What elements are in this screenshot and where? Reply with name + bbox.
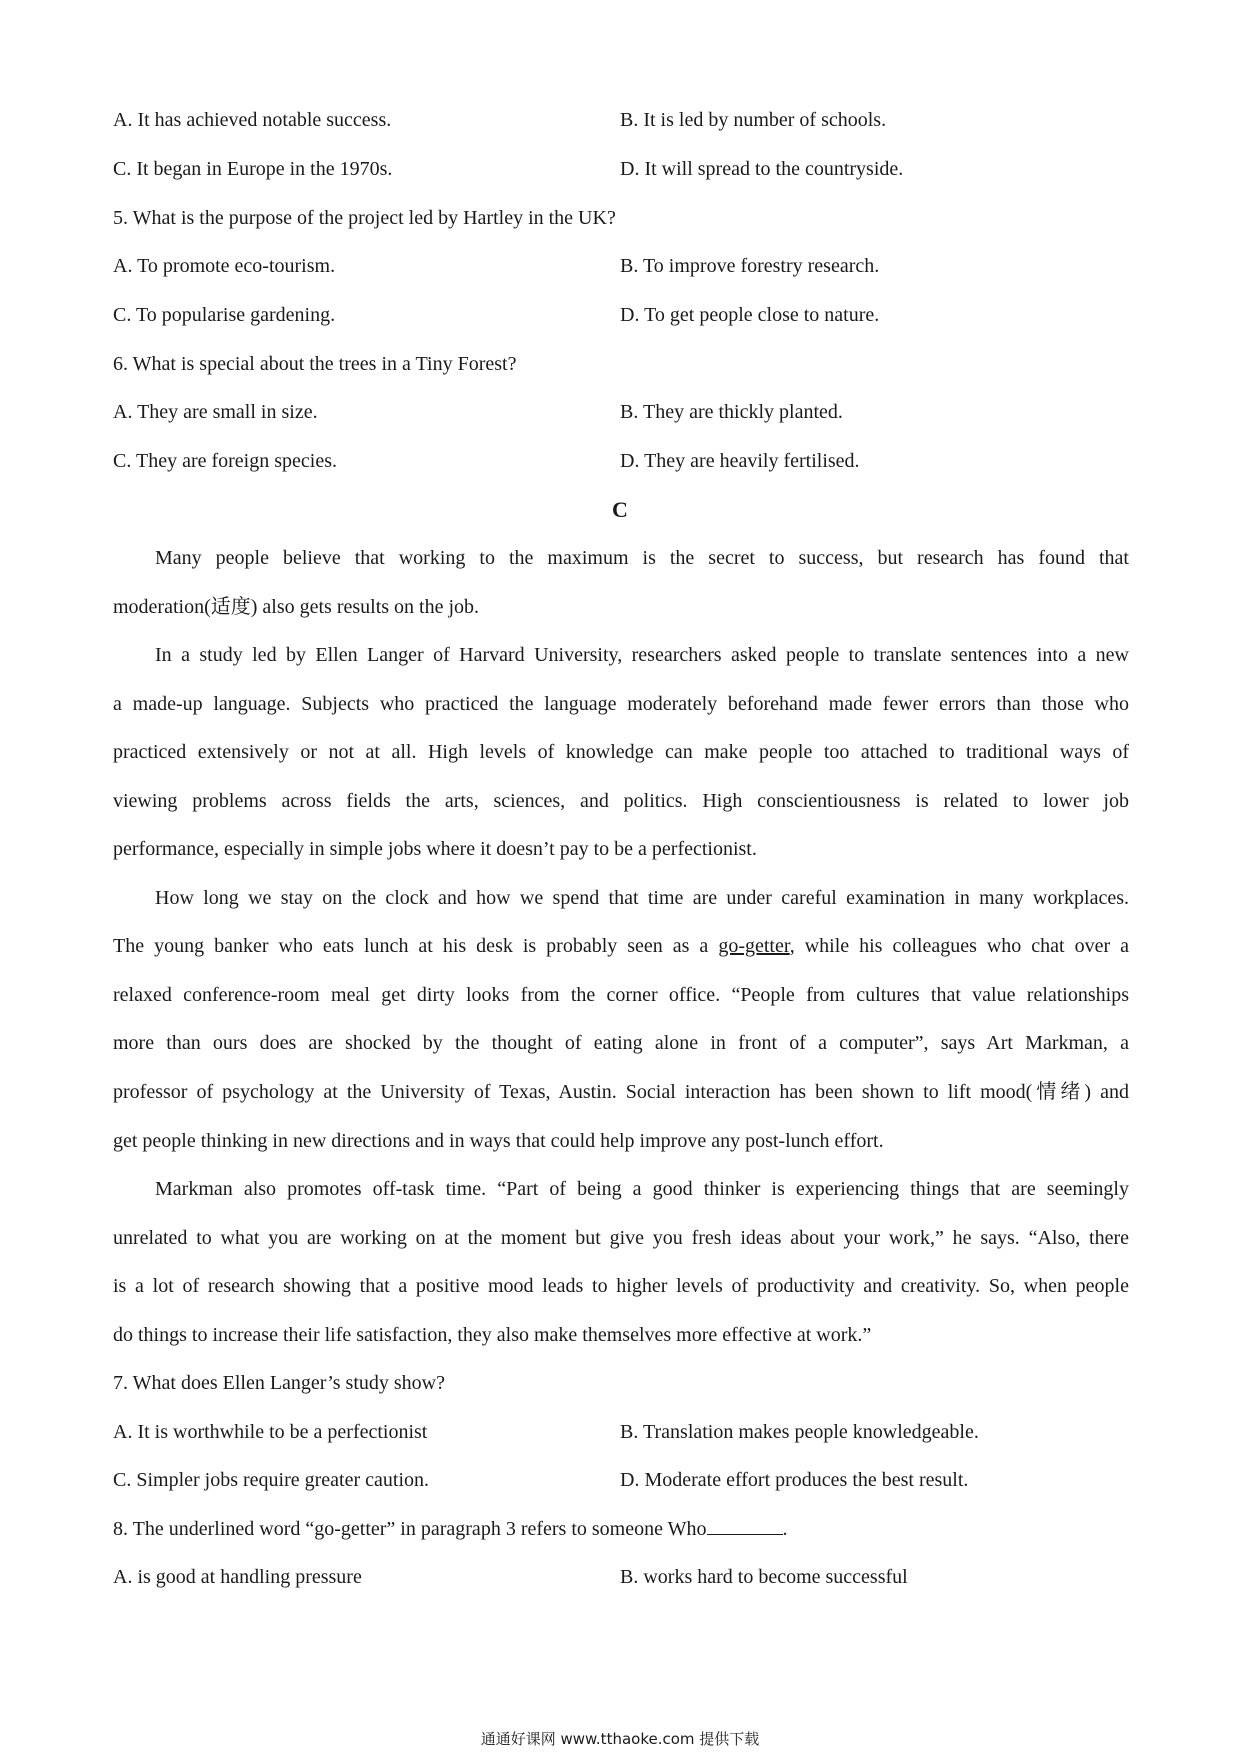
- q5-option-d: D. To get people close to nature.: [620, 304, 880, 326]
- q6-stem: 6. What is special about the trees in a Tiny Forest?: [113, 353, 517, 375]
- passage-p1-line: Many people believe that working to the maximum is the secret to success, but research has found that: [155, 547, 1129, 569]
- q7-option-d: D. Moderate effort produces the best result.: [620, 1469, 969, 1491]
- passage-p4-line: Markman also promotes off-task time. “Part of being a good thinker is experiencing things that are seemingly: [155, 1178, 1129, 1200]
- passage-p2-line: a made-up language. Subjects who practiced the language moderately beforehand made fewer errors than those who: [113, 693, 1129, 715]
- q6-option-a: A. They are small in size.: [113, 401, 318, 423]
- passage-p3-line: more than ours does are shocked by the thought of eating alone in front of a computer”, says Art Markman, a: [113, 1032, 1129, 1054]
- q5-stem: 5. What is the purpose of the project led by Hartley in the UK?: [113, 207, 616, 229]
- passage-p4-line: do things to increase their life satisfaction, they also make themselves more effective at work.”: [113, 1324, 872, 1346]
- p3-text-after: , while his colleagues who chat over a: [789, 935, 1129, 957]
- page-footer: 通通好课网 www.tthaoke.com 提供下载: [480, 1730, 760, 1748]
- q8-stem-line: [113, 1515, 788, 1543]
- answer-blank: [707, 1516, 783, 1535]
- q6-option-c: C. They are foreign species.: [113, 450, 337, 472]
- q8-option-b: B. works hard to become successful: [620, 1566, 908, 1588]
- passage-p3-line: relaxed conference-room meal get dirty looks from the corner office. “People from cultures that value relationships: [113, 984, 1129, 1006]
- q5-option-c: C. To popularise gardening.: [113, 304, 336, 326]
- passage-p1-line: moderation(适度) also gets results on the job.: [113, 596, 480, 618]
- q7-option-c: C. Simpler jobs require greater caution.: [113, 1469, 430, 1491]
- passage-p3-line: professor of psychology at the University of Texas, Austin. Social interaction has been shown to lift mood(情绪) and: [113, 1081, 1129, 1103]
- q7-option-b: B. Translation makes people knowledgeable.: [620, 1421, 979, 1443]
- passage-p2-line: performance, especially in simple jobs where it doesn’t pay to be a perfectionist.: [113, 838, 757, 860]
- q8-stem-end: .: [782, 1518, 788, 1540]
- passage-p4-line: unrelated to what you are working on at the moment but give you fresh ideas about your work,” he says. “Also, there: [113, 1227, 1129, 1249]
- q5-option-a: A. To promote eco-tourism.: [113, 255, 336, 277]
- passage-p3-line: get people thinking in new directions and in ways that could help improve any post-lunch effort.: [113, 1130, 884, 1152]
- q6-option-d: D. They are heavily fertilised.: [620, 450, 860, 472]
- passage-p3-line-go-getter: [113, 932, 1129, 960]
- q4-option-a: A. It has achieved notable success.: [113, 109, 392, 131]
- q6-option-b: B. They are thickly planted.: [620, 401, 843, 423]
- passage-p4-line: is a lot of research showing that a positive mood leads to higher levels of productivity and creativity. So, when people: [113, 1275, 1129, 1297]
- passage-p3-line: How long we stay on the clock and how we spend that time are under careful examination in many workplaces.: [155, 887, 1129, 909]
- q4-option-c: C. It began in Europe in the 1970s.: [113, 158, 393, 180]
- passage-p2-line: viewing problems across fields the arts, sciences, and politics. High conscientiousness is related to lower job: [113, 790, 1129, 812]
- underlined-word-go-getter: go-getter: [718, 935, 790, 957]
- q7-stem: 7. What does Ellen Langer’s study show?: [113, 1372, 445, 1394]
- q4-option-d: D. It will spread to the countryside.: [620, 158, 904, 180]
- q8-stem: 8. The underlined word “go-getter” in paragraph 3 refers to someone Who: [113, 1518, 707, 1540]
- q7-option-a: A. It is worthwhile to be a perfectionist: [113, 1421, 428, 1443]
- p3-text-before: The young banker who eats lunch at his desk is probably seen as a: [113, 935, 719, 957]
- q8-option-a: A. is good at handling pressure: [113, 1566, 362, 1588]
- passage-p2-line: In a study led by Ellen Langer of Harvard University, researchers asked people to translate sentences into a new: [155, 644, 1129, 666]
- q4-option-b: B. It is led by number of schools.: [620, 109, 887, 131]
- section-heading: C: [612, 497, 628, 522]
- q5-option-b: B. To improve forestry research.: [620, 255, 880, 277]
- passage-p2-line: practiced extensively or not at all. High levels of knowledge can make people too attached to traditional ways of: [113, 741, 1129, 763]
